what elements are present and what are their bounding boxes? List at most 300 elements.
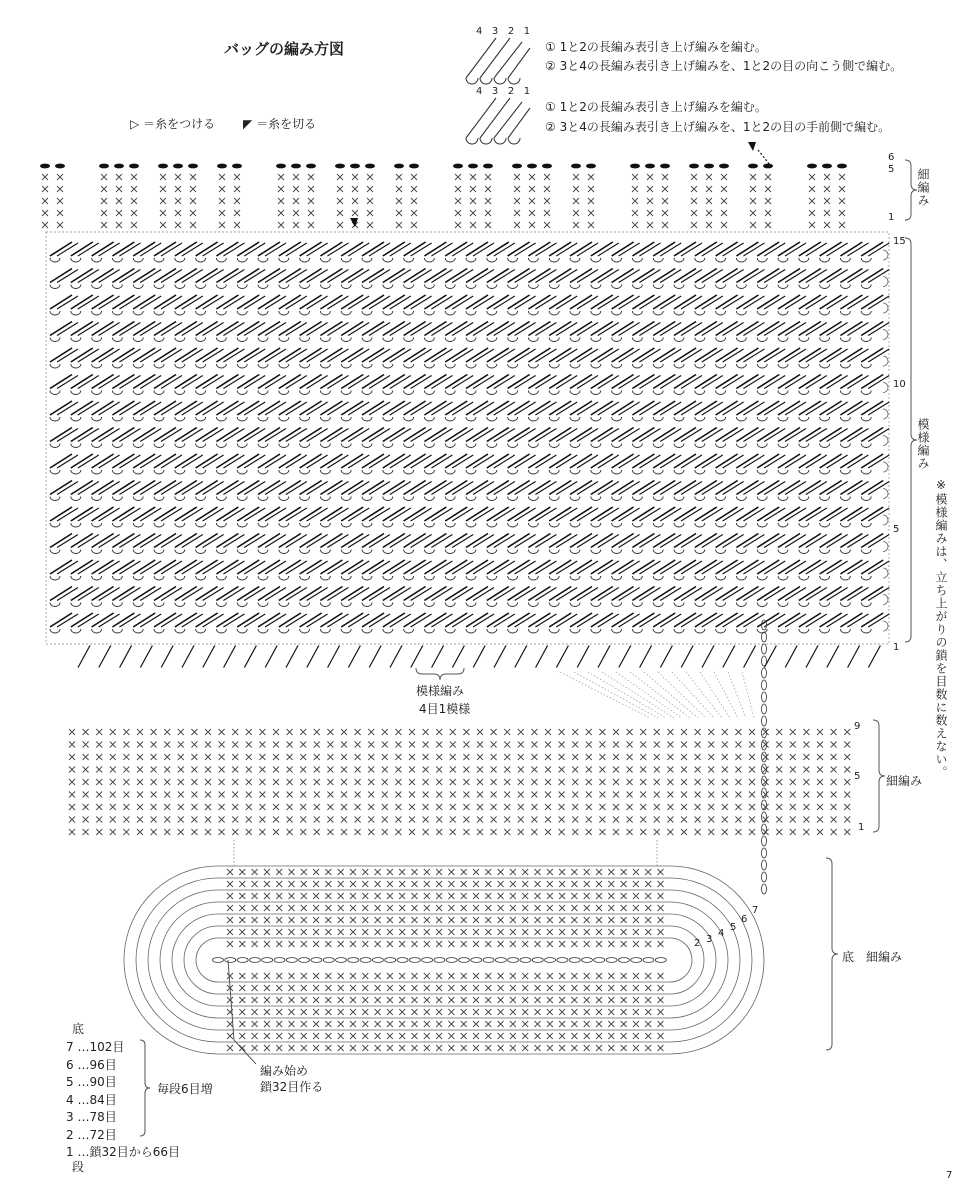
post-loop (154, 550, 164, 554)
post-loop (404, 550, 414, 554)
single-crochet-mark (547, 973, 553, 979)
single-crochet-mark (559, 905, 565, 911)
single-crochet-mark (325, 881, 331, 887)
post-loop (549, 470, 559, 474)
single-crochet-mark (276, 1009, 282, 1015)
post-loop (92, 523, 102, 527)
post-loop (591, 417, 601, 421)
single-crochet-mark (341, 779, 347, 785)
connector-line (630, 672, 690, 718)
post-loop (840, 364, 850, 368)
single-crochet-mark (640, 817, 646, 823)
single-crochet-mark (368, 792, 374, 798)
single-crochet-mark (681, 754, 687, 760)
post-loop (778, 603, 788, 607)
single-crochet-mark (596, 1033, 602, 1039)
post-loop (279, 576, 289, 580)
single-crochet-mark (621, 1045, 627, 1051)
turning-chain (883, 621, 888, 631)
single-crochet-mark (227, 869, 233, 875)
post-loop (300, 470, 310, 474)
post-loop (279, 311, 289, 315)
single-crochet-mark (681, 792, 687, 798)
yarn-path (758, 150, 770, 165)
single-crochet-mark (164, 767, 170, 773)
post-loop (861, 523, 871, 527)
single-crochet-mark (545, 767, 551, 773)
single-crochet-mark (477, 729, 483, 735)
post-loop (92, 285, 102, 289)
cable-loop (480, 138, 492, 144)
single-crochet-mark (178, 817, 184, 823)
single-crochet-mark (151, 829, 157, 835)
single-crochet-mark (658, 905, 664, 911)
connector-line (616, 672, 682, 718)
single-crochet-mark (325, 869, 331, 875)
single-crochet-mark (817, 767, 823, 773)
single-crochet-mark (461, 973, 467, 979)
single-crochet-mark (708, 792, 714, 798)
post-loop (820, 444, 830, 448)
legend-cut (243, 115, 316, 132)
single-crochet-mark (350, 1021, 356, 1027)
post-loop (674, 470, 684, 474)
single-crochet-mark (83, 804, 89, 810)
post-loop (71, 629, 81, 633)
single-crochet-mark (627, 742, 633, 748)
single-crochet-mark (375, 1045, 381, 1051)
single-crochet-mark (721, 210, 727, 216)
single-crochet-mark (531, 742, 537, 748)
post-loop (757, 550, 767, 554)
single-crochet-mark (123, 767, 129, 773)
single-crochet-mark (110, 792, 116, 798)
chain-stitch (762, 884, 767, 894)
post-loop (695, 497, 705, 501)
post-loop (632, 364, 642, 368)
single-crochet-mark (314, 742, 320, 748)
single-crochet-mark (470, 198, 476, 204)
turning-chain (883, 595, 888, 605)
single-crochet-mark (259, 779, 265, 785)
single-crochet-mark (571, 973, 577, 979)
single-crochet-mark (809, 210, 815, 216)
single-crochet-mark (662, 198, 668, 204)
single-crochet-mark (535, 1045, 541, 1051)
single-crochet-mark (658, 1045, 664, 1051)
post-loop (258, 629, 268, 633)
post-loop (279, 417, 289, 421)
base-post (744, 646, 756, 668)
single-crochet-mark (352, 174, 358, 180)
single-crochet-mark (289, 905, 295, 911)
chain-dot (837, 164, 847, 169)
repeat-label-2: 4目1模様 (419, 702, 471, 716)
single-crochet-mark (436, 973, 442, 979)
single-crochet-mark (436, 742, 442, 748)
single-crochet-mark (313, 1021, 319, 1027)
post-loop (71, 497, 81, 501)
single-crochet-mark (839, 210, 845, 216)
single-crochet-mark (151, 767, 157, 773)
post-loop (341, 311, 351, 315)
single-crochet-mark (632, 210, 638, 216)
base-post (577, 646, 589, 668)
single-crochet-mark (844, 779, 850, 785)
single-crochet-mark (608, 929, 614, 935)
single-crochet-mark (824, 210, 830, 216)
post-loop (237, 629, 247, 633)
single-crochet-mark (522, 1045, 528, 1051)
single-crochet-mark (300, 742, 306, 748)
single-crochet-mark (110, 829, 116, 835)
post-loop (50, 391, 60, 395)
post-loop (92, 311, 102, 315)
single-crochet-mark (504, 767, 510, 773)
single-crochet-mark (809, 198, 815, 204)
single-crochet-mark (313, 929, 319, 935)
single-crochet-mark (632, 174, 638, 180)
post-loop (196, 338, 206, 342)
post-loop (216, 391, 226, 395)
single-crochet-mark (461, 929, 467, 935)
base-post (369, 646, 381, 668)
single-crochet-mark (455, 222, 461, 228)
post-loop (736, 444, 746, 448)
chain-dot (99, 164, 109, 169)
single-crochet-mark (362, 941, 368, 947)
post-loop (258, 603, 268, 607)
chain-dot (291, 164, 301, 169)
foundation-chain (520, 958, 531, 963)
single-crochet-mark (545, 792, 551, 798)
single-crochet-mark (234, 198, 240, 204)
post-loop (757, 523, 767, 527)
turning-chain (883, 436, 888, 446)
single-crochet-mark (313, 941, 319, 947)
single-crochet-mark (721, 222, 727, 228)
post-loop (258, 444, 268, 448)
post-loop (861, 629, 871, 633)
single-crochet-mark (621, 881, 627, 887)
single-crochet-mark (252, 973, 258, 979)
single-crochet-mark (596, 893, 602, 899)
single-crochet-mark (559, 1045, 565, 1051)
single-crochet-mark (131, 198, 137, 204)
single-crochet-mark (654, 817, 660, 823)
post-loop (736, 576, 746, 580)
single-crochet-mark (803, 754, 809, 760)
foundation-chain (434, 958, 445, 963)
single-crochet-mark (289, 1021, 295, 1027)
post-loop (445, 258, 455, 262)
single-crochet-mark (708, 817, 714, 823)
single-crochet-mark (721, 186, 727, 192)
post-loop (487, 364, 497, 368)
single-crochet-mark (123, 829, 129, 835)
post-loop (362, 523, 372, 527)
single-crochet-mark (338, 869, 344, 875)
single-crochet-mark (287, 729, 293, 735)
single-crochet-mark (246, 829, 252, 835)
single-crochet-mark (667, 792, 673, 798)
single-crochet-mark (325, 941, 331, 947)
post-loop (237, 497, 247, 501)
post-loop (528, 629, 538, 633)
single-crochet-mark (647, 174, 653, 180)
post-loop (196, 629, 206, 633)
single-crochet-mark (722, 767, 728, 773)
post-loop (736, 629, 746, 633)
post-loop (341, 603, 351, 607)
single-crochet-mark (547, 997, 553, 1003)
post-loop (508, 523, 518, 527)
single-crochet-mark (387, 1045, 393, 1051)
single-crochet-mark (735, 742, 741, 748)
post-loop (695, 523, 705, 527)
single-crochet-mark (844, 829, 850, 835)
single-crochet-mark (498, 1021, 504, 1027)
single-crochet-mark (470, 186, 476, 192)
single-crochet-mark (504, 729, 510, 735)
post-loop (300, 258, 310, 262)
single-crochet-mark (473, 1009, 479, 1015)
post-loop (237, 258, 247, 262)
single-crochet-mark (613, 804, 619, 810)
single-crochet-mark (259, 767, 265, 773)
post-loop (528, 576, 538, 580)
single-crochet-mark (803, 817, 809, 823)
single-crochet-mark (824, 186, 830, 192)
post-loop (674, 444, 684, 448)
base-post (681, 646, 693, 668)
chain-dot (217, 164, 227, 169)
single-crochet-mark (273, 767, 279, 773)
single-crochet-mark (355, 792, 361, 798)
pattern-row-1: 1 (893, 642, 900, 653)
single-crochet-mark (448, 985, 454, 991)
single-crochet-mark (239, 869, 245, 875)
single-crochet-mark (647, 222, 653, 228)
single-crochet-mark (234, 222, 240, 228)
single-crochet-mark (817, 829, 823, 835)
single-crochet-mark (375, 985, 381, 991)
single-crochet-mark (325, 1045, 331, 1051)
single-crochet-mark (473, 905, 479, 911)
post-loop (133, 523, 143, 527)
single-crochet-mark (559, 869, 565, 875)
single-crochet-mark (573, 198, 579, 204)
single-crochet-mark (662, 210, 668, 216)
post-loop (92, 497, 102, 501)
single-crochet-mark (817, 729, 823, 735)
single-crochet-mark (301, 985, 307, 991)
post-loop (133, 311, 143, 315)
cable-loop (494, 138, 506, 144)
post-loop (71, 444, 81, 448)
post-loop (133, 391, 143, 395)
single-crochet-mark (691, 186, 697, 192)
single-crochet-mark (448, 929, 454, 935)
chain-dot (571, 164, 581, 169)
base-post (452, 646, 464, 668)
single-crochet-mark (314, 729, 320, 735)
single-crochet-mark (535, 997, 541, 1003)
single-crochet-mark (252, 1021, 258, 1027)
single-crochet-mark (749, 817, 755, 823)
single-crochet-mark (461, 1021, 467, 1027)
single-crochet-mark (362, 869, 368, 875)
single-crochet-mark (645, 869, 651, 875)
post-loop (570, 391, 580, 395)
post-loop (487, 391, 497, 395)
base-round-5: 5 (730, 922, 737, 933)
single-crochet-mark (645, 917, 651, 923)
post-loop (362, 497, 372, 501)
single-crochet-mark (640, 729, 646, 735)
single-crochet-mark (518, 754, 524, 760)
single-crochet-mark (667, 779, 673, 785)
chain-dot (365, 164, 375, 169)
single-crochet-mark (463, 779, 469, 785)
post-loop (549, 417, 559, 421)
base-post (182, 646, 194, 668)
chain-stitch (762, 860, 767, 870)
post-loop (508, 550, 518, 554)
single-crochet-mark (96, 767, 102, 773)
single-crochet-mark (83, 767, 89, 773)
chain-stitch (762, 620, 767, 630)
single-crochet-mark (190, 210, 196, 216)
post-loop (216, 364, 226, 368)
post-loop (487, 311, 497, 315)
single-crochet-mark (301, 973, 307, 979)
single-crochet-mark (510, 1033, 516, 1039)
post-loop (112, 576, 122, 580)
chain-stitch (762, 836, 767, 846)
single-crochet-mark (584, 881, 590, 887)
single-crochet-mark (547, 1045, 553, 1051)
single-crochet-mark (337, 174, 343, 180)
single-crochet-mark (599, 754, 605, 760)
single-crochet-mark (259, 829, 265, 835)
single-crochet-mark (535, 941, 541, 947)
single-crochet-mark (352, 186, 358, 192)
post-loop (674, 417, 684, 421)
single-crochet-mark (572, 779, 578, 785)
single-crochet-mark (831, 754, 837, 760)
post-loop (591, 311, 601, 315)
single-crochet-mark (473, 881, 479, 887)
single-crochet-mark (387, 917, 393, 923)
pattern-row-15: 15 (893, 236, 906, 247)
single-crochet-mark (504, 779, 510, 785)
post-loop (112, 258, 122, 262)
chain-dot (630, 164, 640, 169)
post-loop (528, 497, 538, 501)
single-crochet-mark (839, 198, 845, 204)
post-loop (71, 576, 81, 580)
single-crochet-mark (608, 1021, 614, 1027)
post-loop (92, 258, 102, 262)
foundation-chain (213, 958, 224, 963)
post-loop (716, 576, 726, 580)
post-loop (716, 417, 726, 421)
post-loop (237, 576, 247, 580)
post-loop (549, 391, 559, 395)
single-crochet-mark (382, 804, 388, 810)
single-crochet-mark (367, 222, 373, 228)
single-crochet-mark (293, 198, 299, 204)
single-crochet-mark (338, 1033, 344, 1039)
post-loop (695, 338, 705, 342)
post-loop (237, 523, 247, 527)
single-crochet-mark (110, 779, 116, 785)
post-loop (71, 603, 81, 607)
post-loop (362, 550, 372, 554)
single-crochet-mark (817, 754, 823, 760)
single-crochet-mark (463, 792, 469, 798)
post-loop (778, 444, 788, 448)
single-crochet-mark (584, 1033, 590, 1039)
post-loop (736, 550, 746, 554)
post-loop (133, 576, 143, 580)
single-crochet-mark (586, 742, 592, 748)
single-crochet-mark (485, 1009, 491, 1015)
post-loop (341, 629, 351, 633)
round-row: 1 …鎖32目から66目 (66, 1145, 181, 1159)
post-loop (549, 444, 559, 448)
single-crochet-mark (596, 941, 602, 947)
single-crochet-mark (164, 829, 170, 835)
single-crochet-mark (544, 174, 550, 180)
post-loop (258, 285, 268, 289)
single-crochet-mark (96, 729, 102, 735)
post-loop (71, 364, 81, 368)
middle-section-label: 細編み (886, 774, 923, 788)
single-crochet-mark (485, 1045, 491, 1051)
single-crochet-mark (584, 973, 590, 979)
single-crochet-mark (531, 729, 537, 735)
single-crochet-mark (485, 222, 491, 228)
single-crochet-mark (735, 767, 741, 773)
post-loop (487, 444, 497, 448)
chain-dot (129, 164, 139, 169)
single-crochet-mark (448, 941, 454, 947)
post-loop (653, 470, 663, 474)
post-loop (341, 364, 351, 368)
single-crochet-mark (621, 973, 627, 979)
single-crochet-mark (645, 1045, 651, 1051)
post-loop (653, 417, 663, 421)
single-crochet-mark (289, 929, 295, 935)
post-loop (840, 497, 850, 501)
single-crochet-mark (662, 174, 668, 180)
single-crochet-mark (313, 997, 319, 1003)
chain-dot (689, 164, 699, 169)
single-crochet-mark (387, 869, 393, 875)
single-crochet-mark (83, 742, 89, 748)
single-crochet-mark (559, 1033, 565, 1039)
single-crochet-mark (790, 804, 796, 810)
single-crochet-mark (375, 893, 381, 899)
single-crochet-mark (824, 174, 830, 180)
single-crochet-mark (586, 729, 592, 735)
single-crochet-mark (412, 1033, 418, 1039)
single-crochet-mark (448, 869, 454, 875)
single-crochet-mark (367, 210, 373, 216)
single-crochet-mark (448, 1045, 454, 1051)
